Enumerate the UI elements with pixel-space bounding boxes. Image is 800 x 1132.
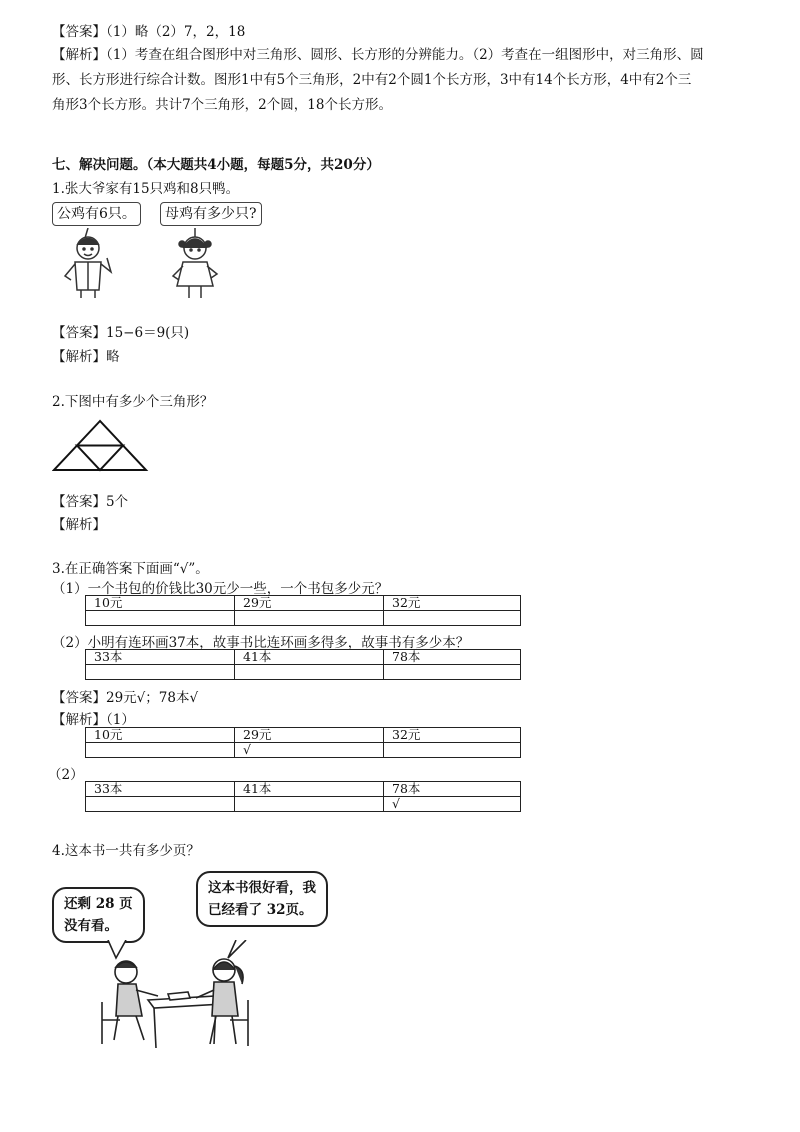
- question-4: 4.这本书一共有多少页？: [52, 843, 200, 859]
- mark-cell: [384, 743, 521, 758]
- mark-cell: [235, 797, 384, 812]
- q2-answer: 【答案】5个: [52, 494, 129, 510]
- option-cell: 29元: [235, 728, 384, 743]
- analysis-line: 角形3个长方形。共计7个三角形，2个圆，18个长方形。: [52, 97, 392, 113]
- mark-cell[interactable]: [384, 665, 521, 680]
- speech-bubble-left: 公鸡有6只。: [52, 202, 141, 226]
- q3-analysis-label: 【解析】（1）: [52, 712, 135, 728]
- option-cell[interactable]: 29元: [235, 596, 384, 611]
- mark-cell: [86, 797, 235, 812]
- mark-cell[interactable]: [384, 611, 521, 626]
- speech-bubble-right: 母鸡有多少只?: [160, 202, 262, 226]
- option-cell[interactable]: 33本: [86, 650, 235, 665]
- question-3-part-2: （2）小明有连环画37本，故事书比连环画多得多，故事书有多少本？: [52, 635, 470, 651]
- mark-cell[interactable]: [86, 611, 235, 626]
- triangle-figure: [52, 418, 150, 474]
- analysis-table-2: [85, 781, 521, 812]
- mark-cell[interactable]: [86, 665, 235, 680]
- option-cell: 32元: [384, 728, 521, 743]
- analysis-line: 【解析】（1）考查在组合图形中对三角形、圆形、长方形的分辨能力。（2）考查在一组图形中，对三角形、圆: [52, 47, 704, 63]
- q3-analysis-part-2-label: （2）: [48, 767, 84, 783]
- q3-answer: 【答案】29元√；78本√: [52, 690, 199, 706]
- answer-line: 【答案】（1）略（2）7，2，18: [52, 24, 246, 40]
- option-cell: 33本: [86, 782, 235, 797]
- checkmark-cell: √: [235, 743, 384, 758]
- analysis-line: 形、长方形进行综合计数。图形1中有5个三角形，2中有2个圆1个长方形，3中有14个长方形，4中有2个三: [52, 72, 692, 88]
- options-table: [85, 595, 521, 626]
- option-cell: 10元: [86, 728, 235, 743]
- question-3-part-1: （1）一个书包的价钱比30元少一些，一个书包多少元？: [52, 581, 389, 597]
- bubble-line: 这本书很好看，我: [208, 880, 316, 896]
- bubble-line: 还剩 28 页: [64, 896, 133, 912]
- mark-cell: [86, 743, 235, 758]
- option-cell[interactable]: 41本: [235, 650, 384, 665]
- bubble-line: 已经看了 32页。: [208, 902, 313, 918]
- checkmark-cell: √: [384, 797, 521, 812]
- section-title: 七、解决问题。（本大题共4小题，每题5分，共20分）: [52, 157, 380, 173]
- option-cell[interactable]: 32元: [384, 596, 521, 611]
- option-cell: 41本: [235, 782, 384, 797]
- q2-analysis: 【解析】: [52, 517, 106, 533]
- children-reading-illustration: [96, 940, 266, 1060]
- q1-answer: 【答案】15−6＝9(只): [52, 325, 190, 341]
- options-table: [85, 649, 521, 680]
- bubble-line: 没有看。: [64, 918, 118, 934]
- question-1: 1.张大爷家有15只鸡和8只鸭。: [52, 181, 240, 197]
- boy-girl-illustration: [55, 228, 275, 300]
- question-2: 2.下图中有多少个三角形？: [52, 394, 214, 410]
- analysis-table-1: [85, 727, 521, 758]
- question-3: 3.在正确答案下面画“√”。: [52, 561, 209, 577]
- mark-cell[interactable]: [235, 611, 384, 626]
- option-cell[interactable]: 78本: [384, 650, 521, 665]
- speech-bubble-right: [196, 871, 328, 927]
- mark-cell[interactable]: [235, 665, 384, 680]
- q1-analysis: 【解析】略: [52, 349, 120, 365]
- option-cell: 78本: [384, 782, 521, 797]
- option-cell[interactable]: 10元: [86, 596, 235, 611]
- speech-bubble-left: [52, 887, 145, 943]
